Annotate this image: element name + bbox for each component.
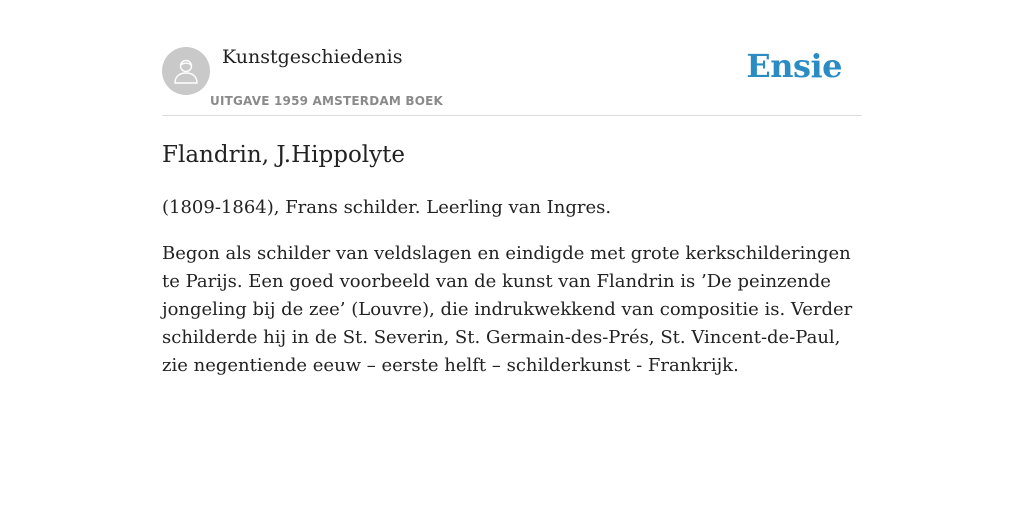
article-body: Begon als schilder van veldslagen en eindigde met grote kerkschilderingen te Parijs. Een goed voorbeeld van de kunst van Flandrin is ’De peinzende jongeling bij de zee’ (Louvre), die indrukwekkend van compositie is. Verder schilderde hij in de St. Severin, St. Germain-des-Prés, St. Vincent-de-Paul, zie negentiende eeuw – eerste helft – schilderkunst - Frankrijk.	[162, 243, 853, 376]
source-subtitle: UITGAVE 1959 AMSTERDAM BOEK	[210, 94, 444, 108]
user-icon	[171, 56, 201, 86]
source-header	[162, 0, 862, 116]
article-title: Flandrin, J.Hippolyte	[162, 142, 406, 168]
ensie-logo[interactable]: Ensie	[746, 47, 842, 85]
article-lead: (1809-1864), Frans schilder. Leerling van Ingres.	[162, 197, 612, 218]
avatar[interactable]	[162, 47, 210, 95]
source-title[interactable]: Kunstgeschiedenis	[222, 46, 403, 68]
page-container	[162, 0, 862, 380]
